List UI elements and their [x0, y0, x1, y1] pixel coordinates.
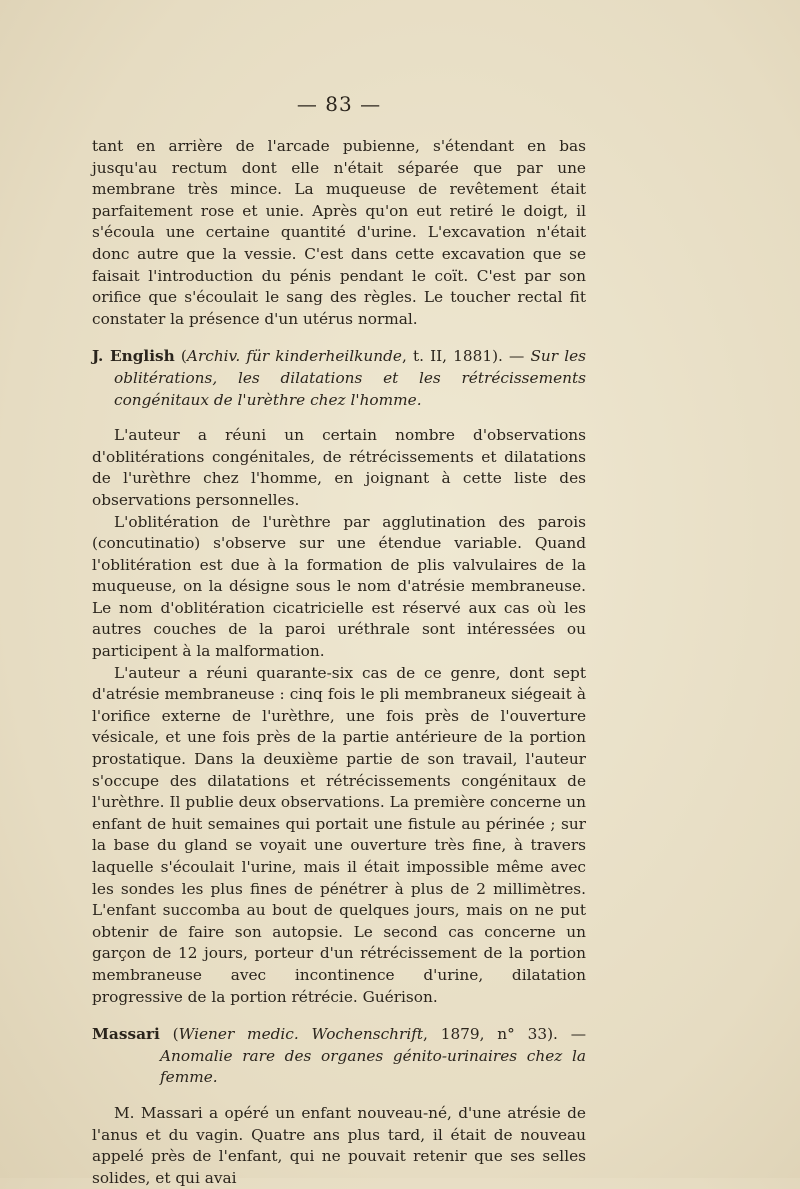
page-number: — 83 — — [296, 92, 382, 116]
entry-paragraph: L'auteur a réuni un certain nombre d'observations d'oblitérations congénitales, de rétrécissements et dilatations de l'urèthre chez l'homme, en joignant à cette liste des observations personnelles. — [92, 426, 586, 509]
entry-heading — [92, 346, 586, 411]
entry-source-journal: Wiener medic. Wochenschrift — [178, 1025, 424, 1044]
entry-source-details: , t. II, 1881). — — [401, 347, 531, 366]
entry-source-open: ( — [180, 347, 187, 366]
entry-source-details: , 1879, n° 33). — — [423, 1025, 587, 1044]
page-body — [92, 92, 586, 1189]
entry-title: Sur les oblitérations, les dilatations et les rétrécissements congénitaux de l'urèthre chez l'homme. — [114, 347, 586, 409]
entry-source-open: ( — [159, 1025, 179, 1044]
entry-english — [92, 346, 586, 1008]
entry-heading — [92, 1024, 586, 1089]
entry-source-journal: Archiv. für kinderheilkunde — [186, 347, 402, 366]
entry-paragraph: L'auteur a réuni quarante-six cas de ce genre, dont sept d'atrésie membraneuse : cinq fois le pli membraneux siégeait à l'orifice externe de l'urèthre, une fois près de l'ouverture vésicale, et une fois près de la partie antérieure de la portion prostatique. Dans la deuxième partie de son travail, l'auteur s'occupe des dilatations et rétrécissements congénitaux de l'urèthre. Il publie deux observations. La première concerne un enfant de huit semaines qui portait une fistule au périnée ; sur la base du gland se voyait une ouverture très fine, à travers laquelle s'écoulait l'urine, mais il était impossible même avec les sondes les plus fines de pénétrer à plus de 2 millimètres. L'enfant succomba au bout de quelques jours, mais on ne put obtenir de faire son autopsie. Le second cas concerne un garçon de 12 jours, porteur d'un rétrécissement de la portion membraneuse avec incontinence d'urine, dilatation progressive de la portion rétrécie. Guérison. — [92, 663, 586, 1006]
intro-paragraph: tant en arrière de l'arcade pubienne, s'étendant en bas jusqu'au rectum dont elle n'était séparée que par une membrane très mince. La muqueuse de revêtement était parfaitement rose et unie. Après qu'on eut retiré le doigt, il s'écoula une certaine quantité d'urine. L'excavation n'était donc autre que la vessie. C'est dans cette excavation que se faisait l'introduction du pénis pendant le coït. C'est par son orifice que s'écoulait le sang des règles. Le toucher rectal fit constater la présence d'un utérus normal. — [92, 137, 586, 328]
entry-title: Anomalie rare des organes génito-urinaires chez la femme. — [160, 1046, 586, 1087]
entry-author: Massari — [92, 1025, 160, 1044]
entry-author: J. English — [92, 347, 175, 366]
entry-massari — [92, 1024, 586, 1189]
entry-paragraph: L'oblitération de l'urèthre par agglutination des parois (concutinatio) s'observe sur une étendue variable. Quand l'oblitération est due à la formation de plis valvulaires de la muqueuse, on la désigne sous le nom d'atrésie membraneuse. Le nom d'oblitération cicatricielle est réservé aux cas où les autres couches de la paroi uréthrale sont intéressées ou participent à la malformation. — [92, 512, 586, 661]
entry-paragraph: M. Massari a opéré un enfant nouveau-né, d'une atrésie de l'anus et du vagin. Quatre ans plus tard, il était de nouveau appelé près de l'enfant, qui ne pouvait retenir que ses selles solides, et qui avai — [92, 1103, 586, 1187]
